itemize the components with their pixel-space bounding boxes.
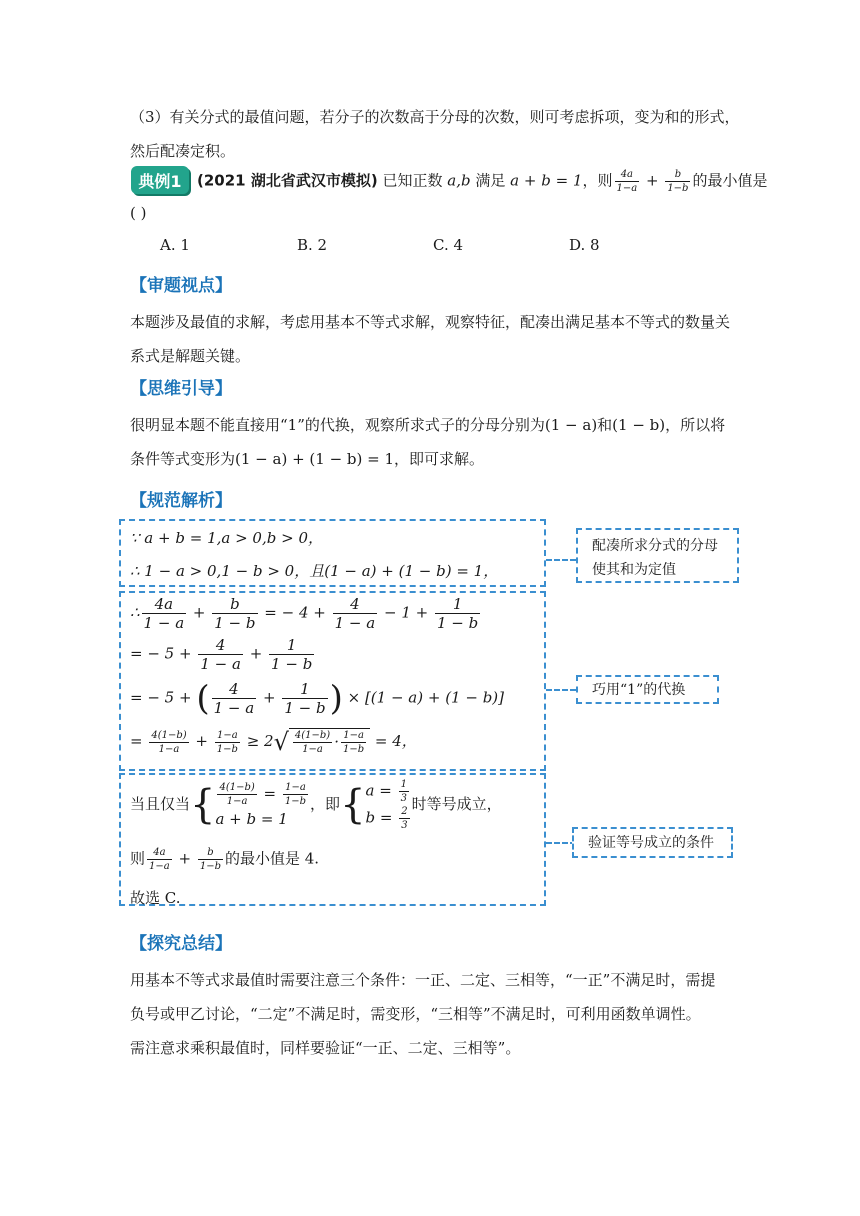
step6-end: = 4，: [374, 732, 417, 750]
step7-prefix: 当且仅当: [130, 795, 191, 813]
frac-4: $\frac{4}{1 - a}$: [334, 595, 376, 632]
step5-rest: × [(1 − a) + (1 − b)]: [347, 688, 505, 707]
solution-step-9: 故选 C.: [130, 889, 181, 907]
solution-step-2: ∴ 1 − a > 0,1 − b > 0，且(1 − a) + (1 − b) = 1，: [130, 562, 499, 580]
system-row-2: a + b = 1: [215, 809, 288, 828]
review-line-2: 系式是解题关键。: [130, 347, 251, 365]
system-a: a =: [365, 781, 392, 800]
connector-2: [546, 689, 576, 691]
stem-text-d: 的最小值是: [692, 171, 768, 190]
summary-paragraph: [130, 963, 740, 1065]
frac-small-1: $\frac{4(1-b)}{1-a}$: [151, 729, 187, 755]
note-1-line-2: 使其和为定值: [592, 562, 676, 578]
intro-line-2: 然后配凑定积。: [130, 142, 236, 160]
step8-end: 的最小值是 4.: [224, 849, 320, 868]
guide-line-2: 条件等式变形为(1 − a) + (1 − b) = 1，即可求解。: [130, 450, 485, 468]
step7-mid: ，即: [310, 795, 341, 813]
frac-1-b: $\frac{1}{1 - b}$: [271, 636, 313, 673]
equality-system: $\frac{4(1-b)}{1-a}$ = $\frac{1-a}{1-b}$ a + b = 1: [215, 781, 310, 830]
solution-step-5: = − 5 + ( $\frac{4}{1 - a}$ + $\frac{1}{1 - b}$ ) × [(1 − a) + (1 − b)]: [130, 678, 505, 719]
connector-1: [546, 559, 576, 561]
stem-frac-1: $\frac{4a}{1-a}$: [616, 169, 638, 194]
frac-small-2: $\frac{1-a}{1-b}$: [216, 729, 238, 755]
review-heading: 【审题视点】: [130, 276, 232, 296]
summary-line-3: 需注意求乘积最值时，同样要验证“一正、二定、三相等”。: [130, 1039, 521, 1057]
solution-step-8: 则 $\frac{4a}{1-a}$ + $\frac{b}{1-b}$ 的最小值是 4.: [130, 847, 320, 872]
step3-prefix: ∴: [130, 603, 140, 622]
option-c: C. 4: [433, 236, 464, 254]
stem-text-b: 满足: [475, 171, 506, 190]
intro-line-1: （3）有关分式的最值问题，若分子的次数高于分母的次数，则可考虑拆项，变为和的形式，: [130, 108, 740, 126]
system-b: b =: [365, 808, 393, 827]
stem-vars: a,b: [447, 171, 471, 190]
solution-step-7: 当且仅当{ $\frac{4(1-b)}{1-a}$ = $\frac{1-a}{1-b}$ a + b = 1 ，即{ a = $\frac{1}{3}$ b = $\frac{2}{3}$ 时等号成立，: [130, 779, 502, 831]
frac-4-b: $\frac{4}{1 - a}$: [200, 636, 241, 673]
stem-frac-2: $\frac{b}{1-b}$: [667, 169, 689, 194]
option-a: A. 1: [160, 236, 190, 254]
stem-condition: a + b = 1: [510, 171, 583, 190]
frac-1-c: $\frac{1}{1 - b}$: [284, 680, 326, 717]
summary-line-1: 用基本不等式求最值时需要注意三个条件：一正、二定、三相等，“一正”不满足时，需提: [130, 971, 716, 989]
solution-heading: 【规范解析】: [130, 491, 232, 511]
option-d: D. 8: [569, 236, 600, 254]
frac-small-3: $\frac{4a}{1-a}$: [149, 847, 170, 872]
note-3: 验证等号成立的条件: [572, 827, 733, 858]
step5-prefix: = − 5 +: [130, 688, 192, 707]
solution-step-3: ∴ $\frac{4a}{1 - a}$ + $\frac{b}{1 - b}$ = − 4 + $\frac{4}{1 - a}$ − 1 + $\frac{1}{1 - b}$: [130, 595, 479, 632]
frac-4-c: $\frac{4}{1 - a}$: [213, 680, 255, 717]
solution-step-6: = $\frac{4(1-b)}{1-a}$ + $\frac{1-a}{1-b}$ ≥ 2√ $\frac{4(1-b)}{1-a}$ · $\frac{1-a}{1-b}$ = 4，: [130, 728, 417, 756]
frac-1: $\frac{1}{1 - b}$: [437, 595, 479, 632]
guide-paragraph: [130, 408, 740, 476]
step8-prefix: 则: [130, 849, 146, 868]
frac-4a: $\frac{4a}{1 - a}$: [143, 595, 185, 632]
guide-heading: 【思维引导】: [130, 379, 232, 399]
stem-text-c: ，则: [582, 171, 613, 190]
frac-small-4: $\frac{b}{1-b}$: [199, 847, 221, 872]
step6-ge: ≥ 2: [246, 732, 274, 750]
summary-heading: 【探究总结】: [130, 934, 232, 954]
sqrt-product: $\frac{4(1-b)}{1-a}$ · $\frac{1-a}{1-b}$: [289, 728, 370, 756]
step3-minus1: − 1 +: [384, 603, 429, 622]
example-source: (2021 湖北省武汉市模拟): [197, 171, 378, 190]
review-line-1: 本题涉及最值的求解，考虑用基本不等式求解，观察特征，配凑出满足基本不等式的数量关: [130, 313, 731, 331]
review-paragraph: [130, 305, 740, 373]
guide-line-1: 很明显本题不能直接用“1”的代换，观察所求式子的分母分别为(1 − a)和(1 − b)，所以将: [130, 416, 726, 434]
option-b: B. 2: [297, 236, 328, 254]
stem-text-a: 已知正数: [382, 171, 443, 190]
frac-b: $\frac{b}{1 - b}$: [214, 595, 256, 632]
answer-paren: ( ): [130, 204, 147, 222]
solution-step-1: ∵ a + b = 1,a > 0,b > 0，: [130, 529, 323, 547]
note-2: 巧用“1”的代换: [576, 675, 719, 704]
intro-paragraph: [130, 100, 740, 168]
step4-prefix: = − 5 +: [130, 644, 192, 663]
example-stem: (2021 湖北省武汉市模拟) 已知正数 a,b 满足 a + b = 1，则 $\frac{4a}{1-a}$ + $\frac{b}{1-b}$ 的最小值是: [197, 169, 768, 194]
note-1: [576, 528, 739, 583]
summary-line-2: 负号或甲乙讨论，“二定”不满足时，需变形，“三相等”不满足时，可利用函数单调性。: [130, 1005, 701, 1023]
solution-step-4: = − 5 + $\frac{4}{1 - a}$ + $\frac{1}{1 - b}$: [130, 636, 313, 673]
solution-system: a = $\frac{1}{3}$ b = $\frac{2}{3}$: [365, 779, 408, 831]
example-badge: 典例1: [131, 166, 189, 194]
step3-rest: = − 4 +: [264, 603, 326, 622]
step7-end: 时等号成立，: [411, 795, 502, 813]
note-1-line-1: 配凑所求分式的分母: [592, 538, 718, 554]
